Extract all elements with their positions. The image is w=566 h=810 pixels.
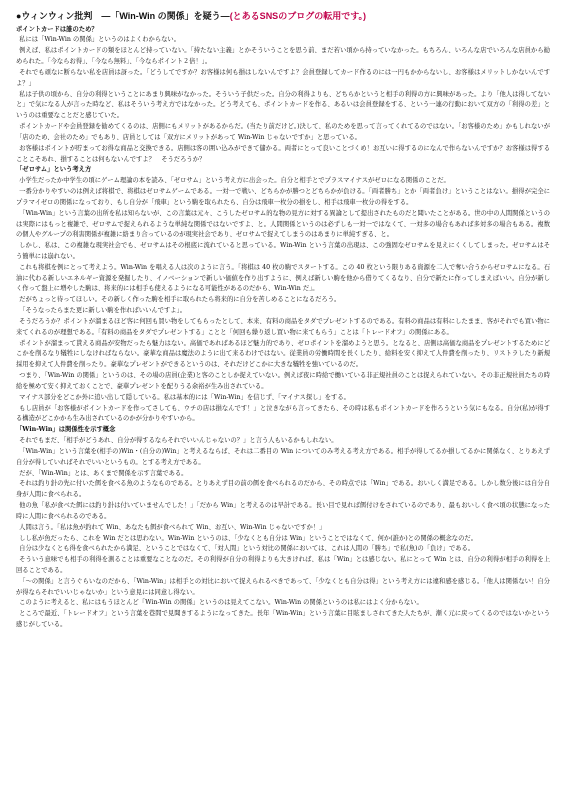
paragraph: 私は子供の頃から、自分の利得ということにあまり興味がなかった。そういう子供だった。自分の利得よりも、どちらかというと相手の利得の方に興味があった。より「他人は得してないと」で気になる人が言った時など、私はそういう考え方ではなかった。どう考えても、ポイントカードを作る、あるいは会員登録をする、という一連の行動において双方の「利得の差」というのは重要なことだと感じていた。 xyxy=(16,90,550,120)
paragraph: 一番分かりやすいのは例えば将棋で、将棋はゼロサムゲームである。一対一で戦い、どちらかが勝つとどちらかが負ける。「両者勝ち」とか「両者負け」ということはない。損得が完全にプラマイゼロの関係になっており、もし自分が「飛車」という駒を取られたら、自分は飛車一枚分の損をし、相手は飛車一枚分の得をする。 xyxy=(16,188,550,206)
paragraph: しかし、私は、この複雑な現実社会でも、ゼロサムはその根底に流れていると思っている。Win-Win という言葉の出現は、この強固なゼロサムを見えにくくしてしまった。ゼロサムはそう簡単には崩れない。 xyxy=(16,242,550,260)
paragraph: しし私が魚だったら、これを Win だとは思わない。Win-Win というのは、「少なくとも自分は Win」ということではなくて、何か(誰か)との関係の概念なのだ。 xyxy=(19,534,477,542)
paragraph: 「～の関係」と言うぐらいなのだから、「Win-Win」は相手との対比において捉えられるべきであって、「少なくとも自分は得」という考え方には違和感を感じる。「他人は関係ない！自分が得ならそれでいいじゃないか」という意見には同意し得ない。 xyxy=(16,577,550,596)
paragraph: だがちょっと待ってほしい。その新しく作った駒を相手に取られたら将来的に自分を苦しめることになるだろう。 xyxy=(19,296,341,304)
paragraph: お客様はポイントが貯まってお得な商品と交換できる。店側は客の囲い込みができて儲かる。両者にとって良いことづくめ！お互いに得するのになんで作らないんですか？お客様は得することこそあれ、損することは何もないんですよ？ そうだろうか？ xyxy=(16,144,550,163)
paragraph: これも将棋を例にとって考えよう。Win-Win を唱える人は次のように言う。「将棋は 40 枚の駒でスタートする。この 40 枚という限りある資源を二人で奪い合うからゼロサムになる。石油に代わる新しいエネルギー資源を発掘したり、イノベーションで新しい価値を作り出すように、例えば新しい駒を他から借りてくるなり、自分で新たに作ってしまえばいい。自分が新しく作って盤上に増やした駒は、将来的には相手も使えるようになる可能性があるのだから、Win-Win だ」。 xyxy=(16,263,550,293)
paragraph: 小学生だったか中学生の頃にゲーム理論の本を読み、「ゼロサム」という考え方に出会った。自分と相手とでプラスマイナスがゼロになる関係のことだ。 xyxy=(19,177,450,185)
paragraph: そういう意味でも相手の利得を測ることは重要なことなのだ。その利得が自分の利得よりも大きければ、私は「Win」とは感じない。私にとって Win とは、自分の利得が相手の利得を上回ることである。 xyxy=(16,556,550,574)
document-page xyxy=(16,10,550,784)
paragraph: それでもまだ、「相手がどうあれ、自分が得するならそれでいいんじゃないの？」と言う人もいるかもしれない。 xyxy=(19,437,338,445)
paragraph: 「Win-Win」という言葉を(相手の)Win・(自分の)Win」と考えるならば、それは二番目の Win についてのみ考える考え方である。相手が得してるか損してるかに関係なく、とりあえず自分が得していればそれでいいというもの。とする考え方である。 xyxy=(16,447,550,466)
document-body xyxy=(16,25,550,631)
paragraph: 他の魚「私が食べた餌には釣り針は付いていませんでした！」「だから Win」と考えるのは早計である。長い目で見れば餌付けをされているのであり、最もおいしく食べ頃の状態になった時に人間に食べられるのである。 xyxy=(16,502,550,520)
paragraph: 人間は言う。「私は魚が釣れて Win、あなたも餌が食べられて Win、お互い、Win-Win じゃないですか！」 xyxy=(19,523,326,531)
paragraph: ポイントカードや会員登録を勧めてくるのは、店側にもメリットがあるからだ。(当たり前だけど。)決して、私のためを思って言ってくれてるのではない。「お客様のため」かもしれないが「店のため、会社のため」でもあり、店員としては「双方にメリットがあって Win-Win じゃないですか」と思っている。 xyxy=(16,123,550,141)
paragraph: それでも頑なに断らない私を店員は訝った。「どうしてですか？お客様は何も損はしないんですよ？会員登録してカード作るのには一円もかからないし、お客様はメリットしかないんですよ？」 xyxy=(16,68,550,87)
section-heading: 「Win-Win」は関係性を示す概念 xyxy=(16,426,116,434)
title-main: ●ウィンウィン批判 ―「Win-Win の関係」を疑う― xyxy=(16,11,230,21)
paragraph: つまり、「Win-Win の関係」というのは、その場の店員(企業)と客のことしか捉えていない。例えば夜に時給で働いている非正規社員のことは捉えられていない。その非正規社員たちの時給を極めて安く抑えておくことで、豪華プレゼントを配りうる余裕が生み出されている。 xyxy=(16,372,550,390)
paragraph: マイナス部分をどこか外に追い出して隠している。私は基本的には「Win-Win」を信じず、「マイナス探し」をする。 xyxy=(19,393,350,401)
paragraph: それは釣り針の先に付いた餌を食べる魚のようなものである。とりあえず目の前の餌を食べられるのだから、その時点では「Win」である。おいしく満足である。しかし数分後には自分自身が人間に食べられる。 xyxy=(16,480,550,499)
paragraph: このように考えると、私にはもうほとんど「Win-Win の関係」というのは見えてこない。Win-Win の関係というのは私にはよく分からない。 xyxy=(19,599,423,607)
section-heading: ポイントカードは誰のため？ xyxy=(16,25,98,33)
paragraph: だが、「Win-Win」とは、あくまで関係を示す言葉である。 xyxy=(19,469,188,477)
title-note: (とあるSNSのブログの転用です。) xyxy=(229,11,366,21)
paragraph: 自分は少なくとも得を食べられたから満足、ということではなくて、「対人間」という対比の関係においては、これは人間の「勝ち」で私(魚)の「負け」である。 xyxy=(19,545,475,553)
paragraph: 私には「Win-Win の関係」というのはよくわからない。 xyxy=(19,36,181,44)
paragraph: 「Win-Win」という言葉の出所を私は知らないが、この言葉は元々、こうしたゼロサム的な物の見方に対する異論として提出されたものだと聞いたことがある。世の中の人間関係というのは実際にはもっと複雑で、ゼロサムで捉えられるような単純な関係ではないですよ、と。人間関係というのは必ずしも一対一ではなくて、一対多の場合もあれば多対多の場合もある。複数の個人やグループの利害関係が複雑に絡まり合っているのが現実社会であり、ゼロサムで捉えてしまうのはあまりに単純すぎる、と。 xyxy=(16,209,550,239)
section-heading: 「ゼロサム」という考え方 xyxy=(16,166,92,174)
paragraph: 「そうなったらまた更に新しい駒を作ればいいんですよ」。 xyxy=(19,307,187,315)
paragraph: そうだろうか？ポイントが溜まるほど客に何回も買い物をしてもらったとして、本来、有料の商品をタダでプレゼントするのである。有料の商品は有料にしたまま、客がそれでも買い物に来てくれるのが理想である。「有料の商品をタダでプレゼントする」ことと「何回も繰り返し買い物に来てもらう」ことは「トレードオフ」の関係にある。 xyxy=(16,317,550,336)
document-title xyxy=(16,10,550,23)
paragraph: ポイントが溜まって貰える商品が安物だったら魅力はない。高価であればあるほど魅力的であり、ゼロポイントを溜めようと思う。となると、店側は高価な商品をプレゼントするためにどこかを削るなり犠牲にしなければならない。豪華な商品は魔法のように出て来るわけではない。従業員の労働時間を長くしたり、給料を安く抑えて人件費を削ったり、リストラしたり新規採用を抑えて人件費を削ったり。豪華なプレゼントができるというのは、それだけどこかに大きな犠牲を強いているのだ。 xyxy=(16,339,550,369)
paragraph: ところで最近、「トレードオフ」という言葉を巷間で見聞きするようになってきた。長年「Win-Win」という言葉に目眩ましされてきた人たちが、漸く元に戻ってくるのではないかという感じがしている。 xyxy=(16,610,550,629)
paragraph: 例えば、私はポイントカードの類をほとんど持っていない。「持たない主義」とかそういうことを思う前、まだ若い頃から持っていなかった。もちろん、いろんな店でいろんな店員から勧められた。「今ならお得」、「今なら無料」、「今ならポイント２倍！」。 xyxy=(16,47,550,66)
paragraph: もし店員が「お客様がポイントカードを作ってさしても、ウチの店は損なんです！」と泣きながら言ってきたら、その時は私もポイントカードを作ろうという気にもなる。自分(私)が得する構造がどこかから生み出されているのかが分かりやすいから。 xyxy=(16,404,550,423)
